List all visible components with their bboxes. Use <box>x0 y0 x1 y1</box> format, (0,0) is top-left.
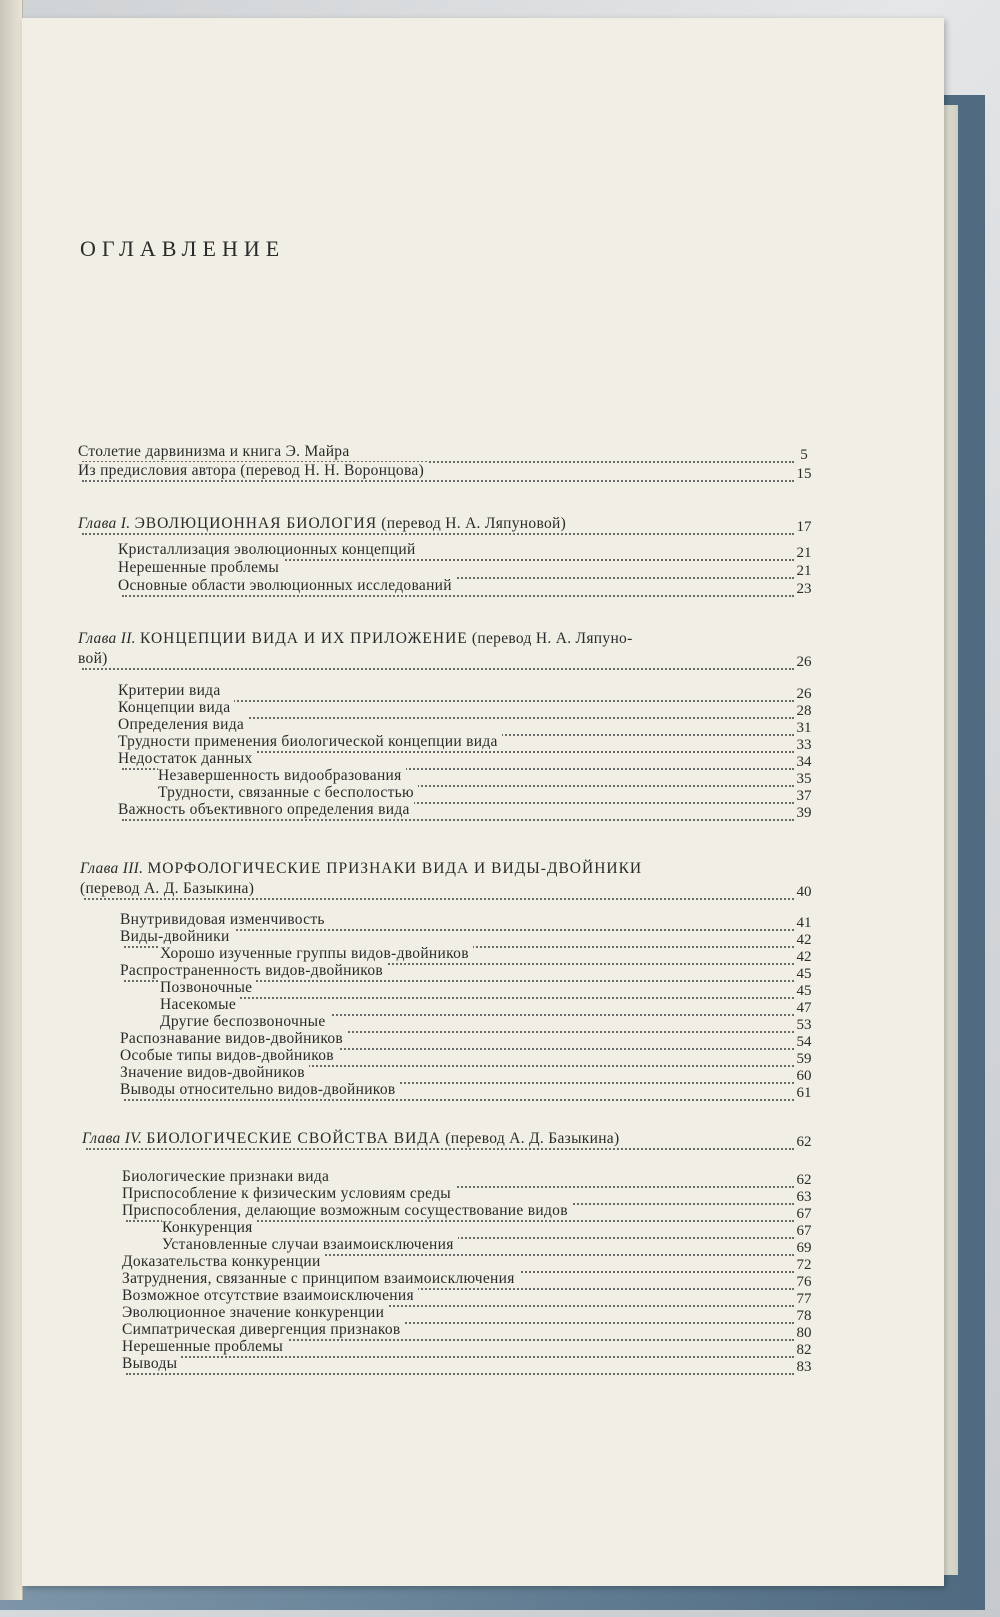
toc-entry-page: 5 <box>800 447 808 463</box>
toc-entry-text: Трудности, связанные с бесполостью <box>158 784 418 802</box>
toc-entry-text: Виды-двойники <box>120 928 234 946</box>
chapter-page: 62 <box>796 1134 812 1150</box>
toc-entry-page: 26 <box>796 686 812 702</box>
toc-entry-page: 67 <box>796 1206 812 1222</box>
toc-entry-page: 34 <box>796 754 812 770</box>
toc-entry-text: Хорошо изученные группы видов-двойников <box>160 945 473 963</box>
toc-entry-text: Определения вида <box>118 716 248 734</box>
toc-entry-page: 82 <box>796 1342 812 1358</box>
chapter-translator: (перевод Н. А. Ляпуновой) <box>381 515 567 532</box>
toc-entry-page: 62 <box>796 1172 812 1188</box>
toc-entry-page: 63 <box>796 1189 812 1205</box>
toc-entry-page: 45 <box>796 983 812 999</box>
toc-entry-text: Трудности применения биологической концепции вида <box>118 733 502 751</box>
toc-entry-page: 69 <box>796 1240 812 1256</box>
chapter-translator: (перевод Н. А. Ляпуно- <box>471 630 633 647</box>
chapter-title: БИОЛОГИЧЕСКИЕ СВОЙСТВА ВИДА <box>146 1130 442 1147</box>
chapter-heading <box>22 515 944 535</box>
toc-entry-page: 77 <box>796 1291 812 1307</box>
toc-entry-page: 60 <box>796 1068 812 1084</box>
toc-entry-text: Биологические признаки вида <box>122 1168 333 1186</box>
toc-entry-text: Другие беспозвоночные <box>160 1013 330 1031</box>
chapter-translator: (перевод А. Д. Базыкина) <box>445 1130 620 1147</box>
toc-entry-text: Распознавание видов-двойников <box>120 1030 347 1048</box>
toc-entry-page: 72 <box>796 1257 812 1273</box>
toc-entry-text: Распространенность видов-двойников <box>120 962 387 980</box>
toc-entry-text: Насекомые <box>160 996 240 1014</box>
chapter-page: 17 <box>796 519 812 535</box>
page-stack-edge <box>944 105 958 1575</box>
chapter-heading-cont <box>22 880 944 900</box>
toc-entry <box>22 443 944 463</box>
toc-entry-page: 42 <box>796 932 812 948</box>
toc-entry-text: Затруднения, связанные с принципом взаимоисключения <box>122 1270 519 1288</box>
toc-entry-text: Критерии вида <box>118 682 225 700</box>
toc-entry-page: 21 <box>796 545 812 561</box>
toc-entry-page: 21 <box>796 563 812 579</box>
toc-entry <box>22 1081 944 1101</box>
toc-entry <box>22 577 944 597</box>
toc-entry-page: 33 <box>796 737 812 753</box>
toc-entry-page: 83 <box>796 1359 812 1375</box>
chapter-title: МОРФОЛОГИЧЕСКИЕ ПРИЗНАКИ ВИДА И ВИДЫ-ДВОЙНИКИ <box>147 860 643 877</box>
toc-entry-text: Приспособление к физическим условиям среды <box>122 1185 455 1203</box>
toc-entry-page: 54 <box>796 1034 812 1050</box>
toc-entry-text: Значение видов-двойников <box>120 1064 309 1082</box>
chapter-label: Глава II. <box>78 630 136 647</box>
toc-entry-text: Установленные случаи взаимоисключения <box>162 1236 458 1254</box>
toc-entry-text: Конкуренция <box>162 1219 257 1237</box>
toc-entry <box>22 559 944 579</box>
toc-entry-text: Концепции вида <box>118 699 234 717</box>
facing-page-edge <box>0 0 23 1600</box>
chapter-heading <box>22 1130 944 1150</box>
toc-entry-page: 61 <box>796 1085 812 1101</box>
chapter-title: КОНЦЕПЦИИ ВИДА И ИХ ПРИЛОЖЕНИЕ <box>140 630 468 647</box>
toc-entry-text: Особые типы видов-двойников <box>120 1047 338 1065</box>
toc-entry-text: Эволюционное значение конкуренции <box>122 1304 388 1322</box>
chapter-title: ЭВОЛЮЦИОННАЯ БИОЛОГИЯ <box>134 515 378 532</box>
toc-entry-text: Приспособления, делающие возможным сосуществование видов <box>122 1202 572 1220</box>
toc-entry-text: Выводы относительно видов-двойников <box>120 1081 400 1099</box>
toc-entry-page: 41 <box>796 915 812 931</box>
toc-entry-text: Столетие дарвинизма и книга Э. Майра <box>78 443 354 461</box>
toc-entry-page: 35 <box>796 771 812 787</box>
chapter-translator-cont: (перевод А. Д. Базыкина) <box>80 880 258 898</box>
toc-entry-page: 80 <box>796 1325 812 1341</box>
toc-entry <box>22 541 944 561</box>
toc-entry-page: 53 <box>796 1017 812 1033</box>
toc-entry-page: 31 <box>796 720 812 736</box>
toc-entry-page: 59 <box>796 1051 812 1067</box>
chapter-label: Глава IV. <box>82 1130 143 1147</box>
toc-entry <box>22 462 944 482</box>
toc-entry-page: 78 <box>796 1308 812 1324</box>
toc-entry-text: Внутривидовая изменчивость <box>120 911 329 929</box>
chapter-translator-cont: вой) <box>78 650 112 668</box>
toc-entry-text: Выводы <box>122 1355 181 1373</box>
toc-entry-text: Позвоночные <box>160 979 256 997</box>
chapter-page: 26 <box>796 654 812 670</box>
toc-entry-page: 15 <box>796 466 812 482</box>
chapter-heading <box>22 630 944 650</box>
toc-entry <box>22 801 944 821</box>
toc-entry-text: Основные области эволюционных исследований <box>118 577 456 595</box>
chapter-heading <box>22 860 944 880</box>
toc-entry-page: 39 <box>796 805 812 821</box>
chapter-page: 40 <box>796 884 812 900</box>
toc-entry-page: 23 <box>796 581 812 597</box>
toc-entry-text: Недостаток данных <box>118 750 257 768</box>
toc-entry-text: Доказательства конкуренции <box>122 1253 325 1271</box>
toc-entry-page: 67 <box>796 1223 812 1239</box>
toc-entry-page: 76 <box>796 1274 812 1290</box>
toc-entry-page: 47 <box>796 1000 812 1016</box>
toc-entry-text: Важность объективного определения вида <box>118 801 414 819</box>
toc-entry <box>22 1355 944 1375</box>
toc-entry-page: 45 <box>796 966 812 982</box>
toc-entry-page: 28 <box>796 703 812 719</box>
toc-entry-text: Из предисловия автора (перевод Н. Н. Воронцова) <box>78 462 428 480</box>
chapter-heading-cont <box>22 650 944 670</box>
chapter-label: Глава III. <box>80 860 144 877</box>
toc-entry-page: 42 <box>796 949 812 965</box>
toc-entry-text: Нерешенные проблемы <box>122 1338 287 1356</box>
chapter-label: Глава I. <box>78 515 131 532</box>
toc-entry-text: Возможное отсутствие взаимоисключения <box>122 1287 418 1305</box>
toc-entry-text: Симпатрическая дивергенция признаков <box>122 1321 405 1339</box>
book-page <box>22 18 944 1586</box>
toc-heading: ОГЛАВЛЕНИЕ <box>80 236 286 261</box>
toc-entry-text: Кристаллизация эволюционных концепций <box>118 541 420 559</box>
toc-entry-page: 37 <box>796 788 812 804</box>
toc-entry-text: Нерешенные проблемы <box>118 559 283 577</box>
toc-entry-text: Незавершенность видообразования <box>158 767 406 785</box>
